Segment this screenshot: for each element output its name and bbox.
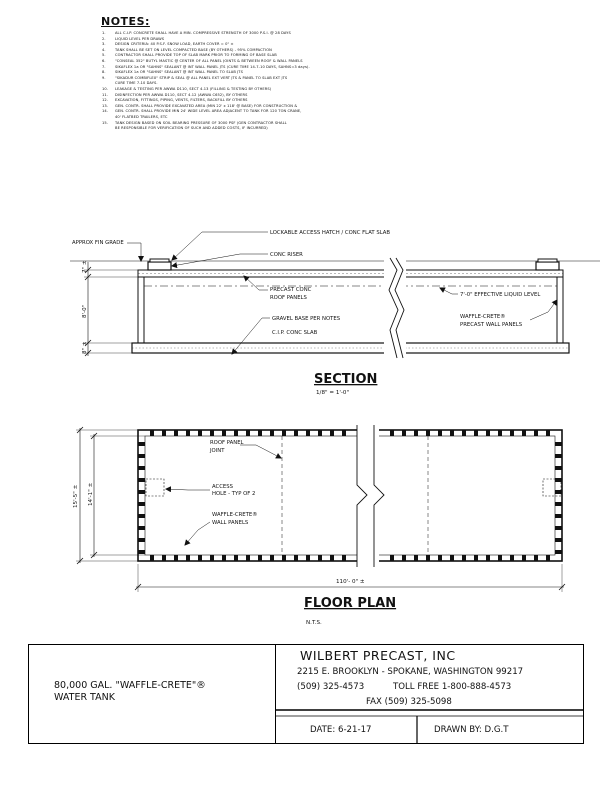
note-text: DISINFECTION PER AWWA D110, SECT 4.12 (AWWA C652), BY OTHERS	[115, 92, 248, 97]
dim-length: 110'- 0" ±	[336, 579, 365, 585]
note-text: SIKAFLEX 1a OR "SAHNS" SEALANT @ INT WALL PANEL TO SLAB JTS	[115, 70, 243, 75]
drawn-by: DRAWN BY: D.G.T	[434, 725, 509, 735]
tank-type: WATER TANK	[54, 692, 115, 703]
note-number: 4.	[102, 47, 106, 52]
note-number: 10.	[102, 86, 109, 91]
note-text: TANK DESIGN BASED ON SOIL BEARING PRESSURE OF 3000 PSF (GEN CONTRACTOR SHALL	[115, 120, 287, 125]
company-fax: FAX (509) 325-5098	[366, 697, 452, 707]
company-phone: (509) 325-4573	[297, 682, 365, 692]
note-number: 3.	[102, 42, 106, 47]
dim-height: 8'-0"	[82, 304, 88, 318]
drawing-date: DATE: 6-21-17	[310, 725, 372, 735]
note-text: TANK SHALL BE SET ON LEVEL COMPACTED BASE (BY OTHERS) - 95% COMPACTION	[115, 47, 272, 52]
notes-title: NOTES:	[101, 15, 150, 28]
note-text: LEAKAGE & TESTING PER AWWA D110, SECT 4.13 (FILLING & TESTING BY OTHERS)	[115, 86, 272, 91]
note-number: 14.	[102, 109, 109, 114]
dim-top: 7" ±	[82, 260, 88, 273]
note-text: EXCAVATION, FITTINGS, PIPING, VENTS, FILTERS, BACKFILL BY OTHERS	[115, 98, 248, 103]
section-title: SECTION	[314, 372, 378, 387]
label-hatch: LOCKABLE ACCESS HATCH / CONC FLAT SLAB	[270, 230, 391, 236]
note-number: 13.	[102, 103, 109, 108]
label-plan-wall-1: WAFFLE-CRETE®	[212, 512, 258, 518]
dim-inner: 14'-1" ±	[88, 482, 94, 506]
label-slab: C.I.P. CONC SLAB	[272, 330, 318, 336]
label-roof-1: PRECAST CONC	[270, 287, 312, 293]
note-text: CONTRACTOR SHALL PROVIDE TOP OF SLAB MARK PRIOR TO FORMING OF BASE SLAB	[115, 53, 277, 58]
note-text: DESIGN CRITERIA: 40 P.S.F. SNOW LOAD, EARTH COVER = 0" ±	[115, 42, 234, 47]
label-joint-2: JOINT	[210, 448, 225, 454]
floor-plan-scale: N.T.S.	[306, 620, 322, 626]
label-wall-2: PRECAST WALL PANELS	[460, 322, 523, 328]
dim-bottom: 8" ±	[82, 341, 88, 354]
note-text: ALL C.I.P. CONCRETE SHALL HAVE A MIN. COMPRESSIVE STRENGTH OF 3000 P.S.I. @ 28 DAYS	[115, 31, 291, 35]
label-plan-wall-2: WALL PANELS	[212, 520, 249, 526]
label-gravel: GRAVEL BASE PER NOTES	[272, 316, 341, 322]
label-grade: APPROX FIN GRADE	[72, 240, 124, 246]
floor-plan-title: FLOOR PLAN	[304, 596, 397, 611]
note-number: 2.	[102, 36, 106, 41]
note-text: 40' FLATBED TRAILERS, ETC	[115, 114, 168, 119]
label-liquid: 7'-0" EFFECTIVE LIQUID LEVEL	[460, 292, 541, 298]
label-wall-1: WAFFLE-CRETE®	[460, 314, 506, 320]
note-number: 8.	[102, 70, 106, 75]
label-access-2: HOLE - TYP OF 2	[212, 491, 256, 497]
note-text: BE RESPONSIBLE FOR VERIFICATION OF SUCH AND ADDED COSTS, IF INCURRED)	[115, 126, 268, 131]
label-roof-2: ROOF PANELS	[270, 295, 307, 301]
note-number: 1.	[102, 31, 106, 35]
note-number: 11.	[102, 92, 109, 97]
note-number: 7.	[102, 64, 106, 69]
note-text: CURE TIME 7-10 DAYS.	[115, 81, 158, 86]
note-number: 6.	[102, 58, 106, 63]
note-text: LIQUID LEVEL PER DRAWS	[115, 36, 165, 41]
label-access-1: ACCESS	[212, 484, 233, 490]
company-tollfree: TOLL FREE 1-800-888-4573	[393, 682, 512, 692]
note-text: "SIKADUR COMBIFLEX" STRIP & SEAL @ ALL PANEL EXT VERT JTS & PANEL TO SLAB EXT JTS	[115, 75, 288, 80]
section-scale: 1/8" = 1'-0"	[316, 390, 350, 396]
note-text: GEN. CONTR. SHALL PROVIDE EXCAVATED AREA (MIN 22' x 118' @ BASE) FOR CONSTRUCTION &	[115, 103, 298, 108]
note-number: 15.	[102, 120, 109, 125]
note-text: SIKAFLEX 1a OR "SAHNS" SEALANT @ INT WALL PANEL JTS (CURE TIME 14-7-10 DAYS, SAHNS=3 days).	[115, 64, 310, 69]
note-number: 5.	[102, 53, 106, 58]
note-text: "CONSEAL 352" BUTYL MASTIC @ CENTER OF ALL PANEL JOINTS & BETWEEN ROOF & WALL PANELS	[115, 58, 303, 63]
company-name: WILBERT PRECAST, INC	[300, 648, 456, 663]
tank-name: 80,000 GAL. "WAFFLE-CRETE"®	[54, 680, 206, 691]
note-text: GEN. CONTR. SHALL PROVIDE MIN 24' WIDE LEVEL AREA ADJACENT TO TANK FOR 120 TON CRANE,	[115, 109, 302, 114]
note-number: 12.	[102, 98, 109, 103]
label-riser: CONC RISER	[270, 252, 303, 258]
label-joint-1: ROOF PANEL	[210, 440, 244, 446]
company-address: 2215 E. BROOKLYN - SPOKANE, WASHINGTON 99217	[297, 667, 524, 677]
note-number: 9.	[102, 75, 106, 80]
dim-outer: 15'-5" ±	[73, 484, 79, 508]
